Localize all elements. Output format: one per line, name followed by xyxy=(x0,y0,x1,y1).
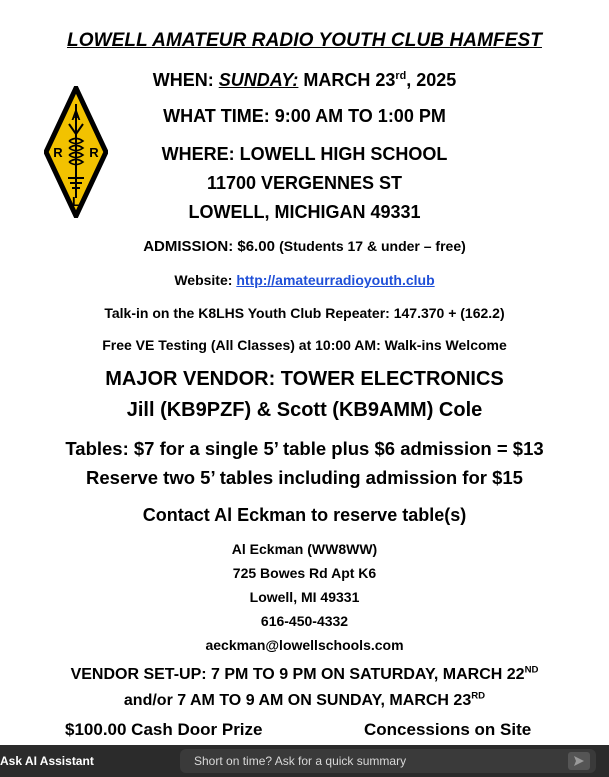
when-label: WHEN: xyxy=(152,70,219,90)
when-day: SUNDAY: xyxy=(218,70,299,90)
ask-ai-assistant-button[interactable]: Ask AI Assistant xyxy=(0,754,94,768)
assistant-placeholder: Short on time? Ask for a quick summary xyxy=(194,754,407,768)
ai-assistant-bar xyxy=(0,745,609,777)
contact-address: 725 Bowes Rd Apt K6 xyxy=(232,565,377,581)
logo-letter-left: R xyxy=(53,145,63,160)
admission-price: ADMISSION: $6.00 xyxy=(143,238,280,255)
setup-line-1-text: VENDOR SET-UP: 7 PM TO 9 PM ON SATURDAY, MARCH 22 xyxy=(70,666,525,683)
when-date: MARCH 23 xyxy=(298,70,396,90)
send-icon xyxy=(573,755,585,767)
setup-line-2-sup: RD xyxy=(471,690,486,702)
logo-letter-top: A xyxy=(71,108,81,123)
setup-line-2-text: and/or 7 AM TO 9 AM ON SUNDAY, MARCH 23 xyxy=(123,692,472,709)
city-line: LOWELL, MICHIGAN 49331 xyxy=(188,202,421,222)
flyer-title: LOWELL AMATEUR RADIO YOUTH CLUB HAMFEST xyxy=(66,30,542,51)
website-link[interactable]: http://amateurradioyouth.club xyxy=(236,272,435,288)
tables-line-1: Tables: $7 for a single 5’ table plus $6 admission = $13 xyxy=(65,438,544,459)
contact-heading: Contact Al Eckman to reserve table(s) xyxy=(142,505,467,525)
concessions: Concessions on Site xyxy=(364,720,532,739)
send-button[interactable] xyxy=(568,752,590,770)
ve-testing-line: Free VE Testing (All Classes) at 10:00 AM: Walk-ins Welcome xyxy=(102,337,507,353)
admission-note: (Students 17 & under – free) xyxy=(279,238,466,254)
street-line: 11700 VERGENNES ST xyxy=(206,173,403,193)
time-line: WHAT TIME: 9:00 AM TO 1:00 PM xyxy=(163,106,446,126)
contact-email: aeckman@lowellschools.com xyxy=(205,637,404,653)
setup-line-1 xyxy=(0,666,609,684)
contact-city: Lowell, MI 49331 xyxy=(249,589,360,605)
contact-name: Al Eckman (WW8WW) xyxy=(231,541,378,557)
logo-letter-bottom: L xyxy=(72,194,80,209)
where-line: WHERE: LOWELL HIGH SCHOOL xyxy=(161,144,448,164)
vendor-names-line: Jill (KB9PZF) & Scott (KB9AMM) Cole xyxy=(126,399,483,421)
when-date-sup: rd xyxy=(395,70,407,82)
major-vendor-line: MAJOR VENDOR: TOWER ELECTRONICS xyxy=(105,368,504,390)
setup-line-2 xyxy=(0,692,609,710)
logo-letter-right: R xyxy=(89,145,99,160)
setup-line-1-sup: ND xyxy=(524,664,539,676)
talk-in-line: Talk-in on the K8LHS Youth Club Repeater: 147.370 + (162.2) xyxy=(104,305,505,321)
door-prize: $100.00 Cash Door Prize xyxy=(65,720,263,739)
admission-line xyxy=(0,238,609,255)
when-line xyxy=(0,70,609,91)
tables-line-2: Reserve two 5’ tables including admission for $15 xyxy=(86,467,523,488)
assistant-query-input[interactable] xyxy=(180,749,596,773)
contact-phone: 616-450-4332 xyxy=(260,613,349,629)
website-label: Website: xyxy=(174,272,237,288)
when-year: , 2025 xyxy=(406,70,457,90)
website-line xyxy=(0,272,609,288)
